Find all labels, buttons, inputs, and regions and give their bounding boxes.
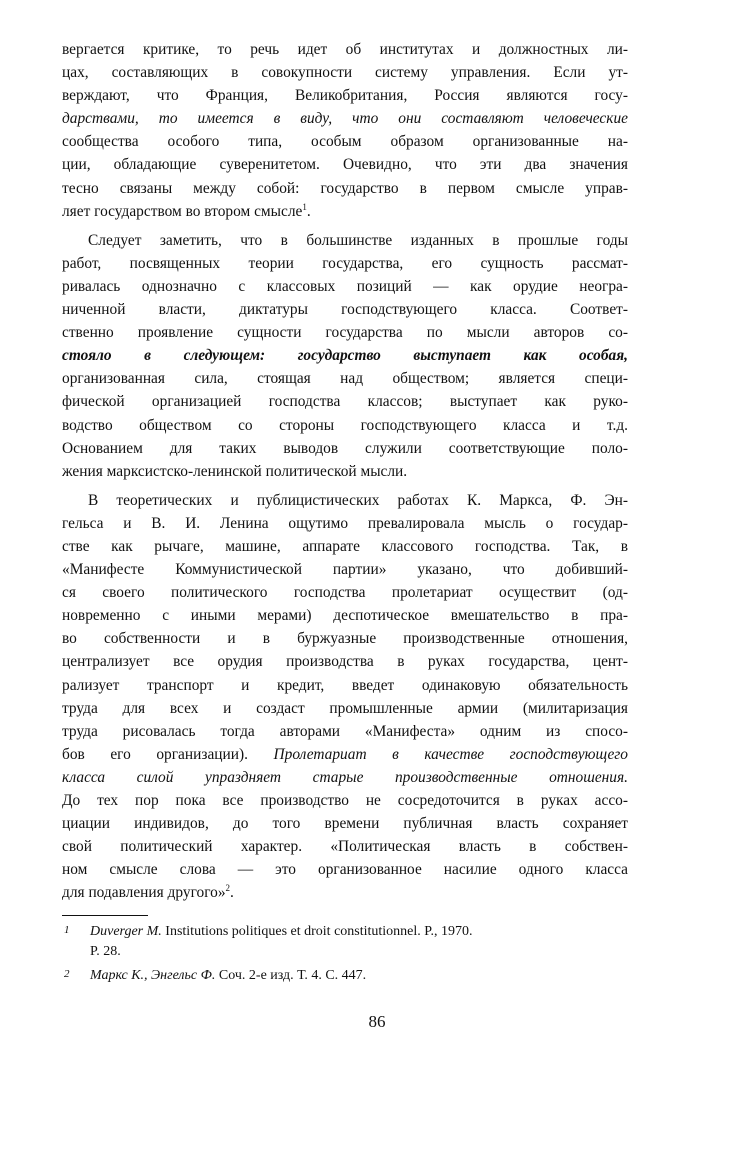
footnote-author: Duverger M. bbox=[90, 924, 162, 939]
footnote-number: 2 bbox=[64, 968, 70, 980]
text-line: свой политический характер. «Политическая власть в собствен- bbox=[62, 838, 628, 856]
text-line bbox=[62, 743, 628, 766]
main-text bbox=[62, 38, 628, 904]
italic-fragment: то имеется в виду, что они составляют человеческие bbox=[138, 110, 628, 128]
page-number: 86 bbox=[368, 1012, 386, 1031]
footnote-text-continued: P. 28. bbox=[90, 944, 121, 959]
footnotes bbox=[62, 922, 628, 986]
text-line: ривалась однозначно с классовых позиций — как орудие неогра- bbox=[62, 277, 628, 295]
text-fragment: для подавления другого» bbox=[62, 884, 226, 902]
footnote-text: Соч. 2-е изд. Т. 4. С. 447. bbox=[215, 968, 367, 983]
text-line: организованная сила, стоящая над обществом; является специ- bbox=[62, 370, 628, 388]
text-line: верждают, что Франция, Великобритания, Россия являются госу- bbox=[62, 87, 628, 105]
text-line: рализует транспорт и кредит, введет одинаковую обязательность bbox=[62, 676, 628, 694]
footnote-text: Institutions politiques et droit constitutionnel. P., 1970. bbox=[161, 924, 473, 939]
text-fragment: ляет государством во втором смысле bbox=[62, 202, 303, 220]
text-line: жения марксистско-ленинской политической мысли. bbox=[62, 462, 408, 480]
footnote-2 bbox=[62, 966, 628, 986]
text-line: ном смысле слова — это организованное насилие одного класса bbox=[62, 861, 628, 879]
text-line: фической организацией господства классов; выступает как руко- bbox=[62, 393, 628, 411]
text-line: труда для всех и создаст промышленные армии (милитаризация bbox=[62, 699, 628, 717]
text-line: ниченной власти, диктатуры господствующего класса. Соответ- bbox=[62, 301, 628, 319]
text-fragment: . bbox=[230, 884, 234, 902]
text-line: «Манифесте Коммунистической партии» указано, что добивший- bbox=[62, 561, 628, 579]
text-line: тесно связаны между собой: государство в первом смысле управ- bbox=[62, 179, 628, 197]
text-line: Основанием для таких выводов служили соответствующие поло- bbox=[62, 439, 628, 457]
footnote-author: Маркс К., Энгельс Ф. bbox=[90, 968, 216, 983]
text-line: циации индивидов, до того времени публичная власть сохраняет bbox=[62, 815, 628, 833]
text-line: водство обществом со стороны господствующего класса и т.д. bbox=[62, 416, 628, 434]
footnote-divider bbox=[62, 915, 148, 916]
text-line: стояло в следующем: государство выступает как особая, bbox=[62, 347, 628, 365]
text-line: вергается критике, то речь идет об институтах и должностных ли- bbox=[62, 41, 628, 58]
text-line: класса силой упраздняет старые производственные отношения. bbox=[62, 768, 628, 786]
italic-fragment: дарствами, bbox=[62, 110, 139, 128]
text-line bbox=[62, 107, 628, 130]
text-line: во собственности и в буржуазные производственные отношения, bbox=[62, 630, 628, 648]
text-fragment: . bbox=[306, 202, 311, 220]
text-line: ственно проявление сущности государства по мысли авторов со- bbox=[62, 324, 628, 342]
text-line: новременно с иными мерами) деспотическое вмешательство в пра- bbox=[62, 607, 628, 625]
text-line: цах, составляющих в совокупности систему управления. Если ут- bbox=[62, 64, 628, 82]
text-line: гельса и В. И. Ленина ощутимо превалировала мысль о государ- bbox=[62, 514, 628, 532]
text-line: работ, посвященных теории государства, его сущность рассмат- bbox=[62, 254, 628, 272]
text-line: централизует все орудия производства в руках государства, цент- bbox=[62, 653, 628, 671]
footnote-number: 1 bbox=[64, 924, 70, 936]
text-line bbox=[62, 200, 628, 223]
text-line: Следует заметить, что в большинстве изданных в прошлые годы bbox=[88, 231, 628, 249]
text-line: труда рисовалась тогда авторами «Манифеста» одним из спосо- bbox=[62, 722, 628, 740]
footnote-1 bbox=[62, 922, 628, 962]
text-line: До тех пор пока все производство не сосредоточится в руках ассо- bbox=[62, 792, 628, 809]
text-line: В теоретических и публицистических работах К. Маркса, Ф. Эн- bbox=[88, 491, 628, 509]
paragraph-3 bbox=[62, 489, 628, 905]
text-line: стве как рычаге, машине, аппарате классового господства. Так, в bbox=[62, 537, 628, 555]
footnote-ref: 1 bbox=[302, 201, 307, 212]
text-line bbox=[62, 881, 628, 904]
text-line: ся своего политического господства пролетариат осуществит (од- bbox=[62, 584, 628, 602]
footnote-ref: 2 bbox=[225, 883, 231, 894]
text-line: ции, обладающие суверенитетом. Очевидно, что эти два значения bbox=[62, 156, 628, 174]
paragraph-1 bbox=[62, 38, 628, 223]
paragraph-2 bbox=[62, 229, 628, 483]
italic-fragment: Пролетариат в качестве господствующего bbox=[273, 745, 628, 763]
text-line: сообщества особого типа, особым образом организованные на- bbox=[62, 133, 628, 151]
text-fragment: бов его организации). bbox=[62, 745, 274, 763]
